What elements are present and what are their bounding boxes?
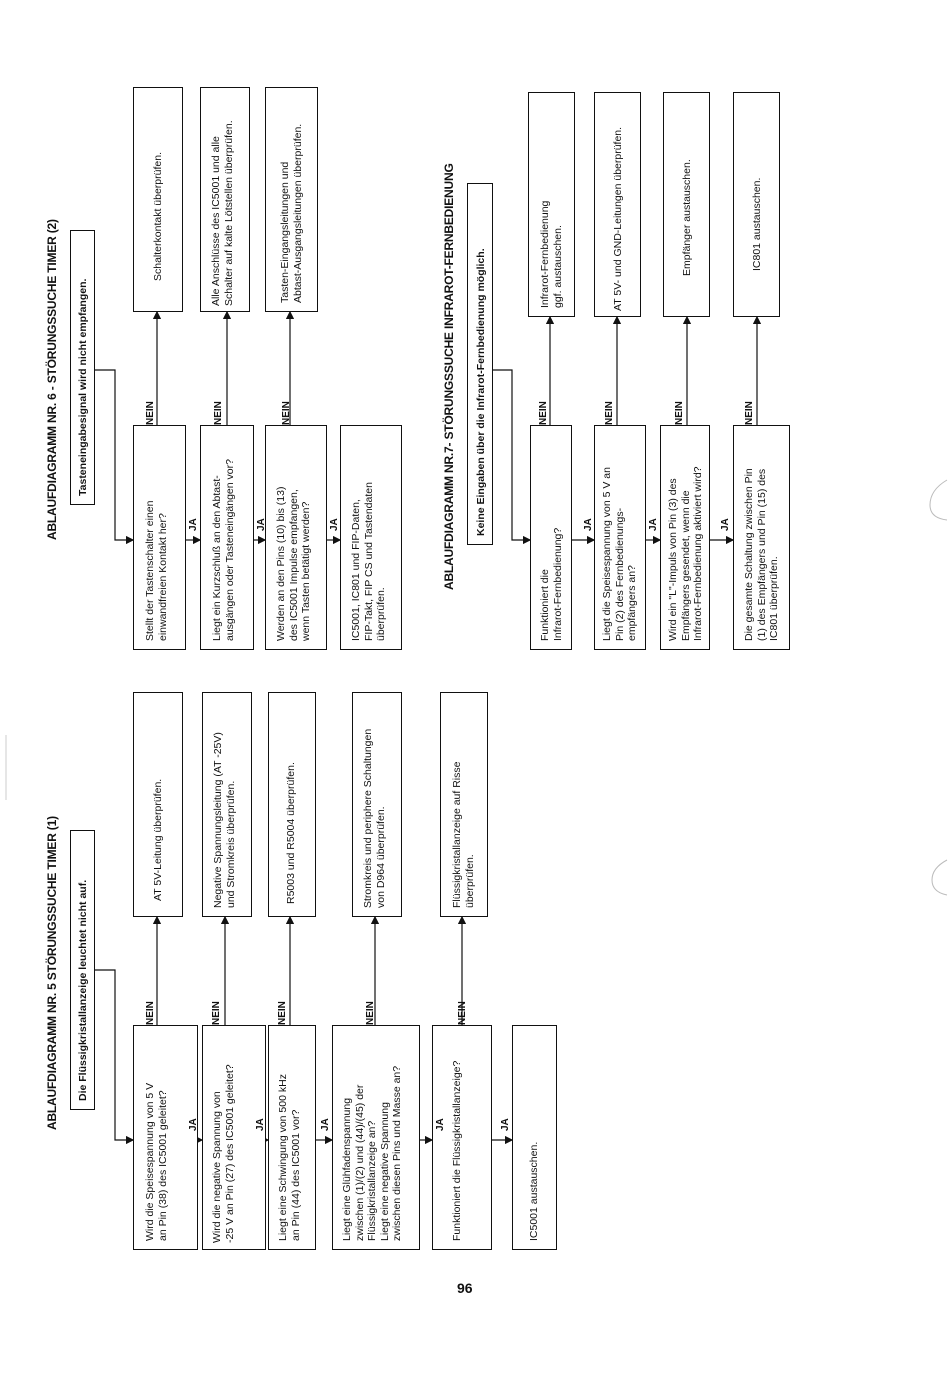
diagram-6-title: ABLAUFDIAGRAMM NR. 6 - STÖRUNGSSUCHE TIMER (2) [45,219,59,540]
d6-action-3 [265,87,318,312]
d7-action-2-text: AT 5V- und GND-Leitungen überprüfen. [612,126,624,311]
d7-no-label-2: NEIN [604,401,615,425]
d6-check-3 [265,425,327,650]
d6-final [340,425,402,650]
d5-action-3 [268,692,316,917]
d5-final-text: IC5001 austauschen. [528,1141,540,1241]
d5-yes-label-3: JA [320,1118,331,1131]
d6-action-1 [133,87,183,312]
diagram-6-header [70,230,95,505]
d7-action-3-text: Empfänger austauschen. [681,159,693,276]
d6-check-2-text: Liegt ein Kurzschluß an den Abtast- ausgängen oder Tasteneingängen vor? [211,459,236,641]
diagram-7-header-text: Keine Eingaben über die Infrarot-Fernbedienung möglich. [475,248,487,536]
d5-check-4-text: Liegt eine Glühfadenspannung zwischen (1)/(2) und (44)/(45) der Flüssigkristallanzeige an? Liegt eine negative Spannung zwischen diesen Pins und Masse an? [341,1065,403,1241]
d7-action-1-text: Infrarot-Fernbedienung ggf. austauschen. [539,200,564,308]
d5-action-5-text: Flüssigkristallanzeige auf Risse überprüfen. [451,761,476,908]
d6-no-label-3: NEIN [281,401,292,425]
d7-check-4-text: Die gesamte Schaltung zwischen Pin (1) des Empfängers und Pin (15) des IC801 überprüfen. [743,468,780,641]
d7-action-1 [528,92,575,317]
d6-final-text: IC5001, IC801 und FIP-Daten, FIP-Takt, FIP CS und Tastendaten überprüfen. [350,482,387,641]
d6-action-2 [200,87,250,312]
d7-no-label-4: NEIN [744,401,755,425]
d6-yes-label-1: JA [188,518,199,531]
d5-no-label-1: NEIN [145,1001,156,1025]
d5-yes-label-2: JA [255,1118,266,1131]
diagram-7-title: ABLAUFDIAGRAMM NR.7- STÖRUNGSSUCHE INFRAROT-FERNBEDIENUNG [442,163,456,590]
page-number: 96 [457,1280,473,1296]
d7-yes-label-3: JA [720,518,731,531]
d7-check-2-text: Liegt die Speisespannung von 5 V an Pin (2) des Fernbedienungs- empfängers an? [601,467,638,641]
d5-final [512,1025,557,1250]
d5-no-label-4: NEIN [365,1001,376,1025]
d5-check-2-text: Wird die negative Spannung von -25 V an Pin (27) des IC5001 geleitet? [211,1064,236,1243]
d5-check-1 [133,1025,198,1250]
d5-action-1 [133,692,183,917]
d7-action-2 [594,92,641,317]
d5-action-4 [352,692,402,917]
d5-check-3-text: Liegt eine Schwingung von 500 kHz an Pin (44) des IC5001 vor? [277,1074,302,1241]
d5-action-1-text: AT 5V-Leitung überprüfen. [152,778,164,901]
d5-no-label-3: NEIN [277,1001,288,1025]
d5-check-5 [432,1025,492,1250]
d5-action-3-text: R5003 und R5004 überprüfen. [285,762,297,904]
d5-yes-label-4: JA [435,1118,446,1131]
d6-no-label-1: NEIN [145,401,156,425]
d7-check-3 [660,425,710,650]
d5-action-4-text: Stromkreis und periphere Schaltungen von D964 überprüfen. [362,728,387,908]
diagram-5-header [70,830,95,1110]
d7-check-4 [733,425,790,650]
d6-action-1-text: Schalterkontakt überprüfen. [152,152,164,281]
d5-check-1-text: Wird die Speisespannung von 5 V an Pin (38) des IC5001 geleitet? [144,1082,169,1241]
d6-yes-label-3: JA [329,518,340,531]
d5-check-5-text: Funktioniert die Flüssigkristallanzeige? [451,1060,463,1241]
d5-yes-label-5: JA [500,1118,511,1131]
d5-action-2 [202,692,252,917]
d5-check-2 [202,1025,266,1250]
d6-yes-label-2: JA [256,518,267,531]
d6-action-3-text: Tasten-Eingangsleitungen und Abtast-Ausgangsleitungen überprüfen. [279,123,304,303]
d7-check-1-text: Funktioniert die Infrarot-Fernbedienung? [539,527,564,641]
d5-check-3 [268,1025,316,1250]
d7-no-label-3: NEIN [674,401,685,425]
d5-action-5 [440,692,488,917]
d7-yes-label-1: JA [583,518,594,531]
d7-check-2 [594,425,646,650]
d7-action-4 [733,92,780,317]
diagram-5-header-text: Die Flüssigkristallanzeige leuchtet nicht auf. [77,879,89,1101]
d7-check-1 [530,425,572,650]
d5-action-2-text: Negative Spannungsleitung (AT -25V) und Stromkreis überprüfen. [212,732,237,908]
d6-check-1 [133,425,186,650]
d7-action-3 [663,92,710,317]
d7-yes-label-2: JA [648,518,659,531]
diagram-7-header [467,183,493,545]
d6-action-2-text: Alle Anschlüsse des IC5001 und alle Schalter auf kalte Lötstellen überprüfen. [210,120,235,306]
d6-check-3-text: Werden an den Pins (10) bis (13) des IC5001 Impulse empfangen, wenn Tasten betätigt werden? [275,486,312,641]
diagram-6-header-text: Tasteneingabesignal wird nicht empfangen. [77,278,89,496]
d5-yes-label-1: JA [188,1118,199,1131]
diagram-5-title: ABLAUFDIAGRAMM NR. 5 STÖRUNGSSUCHE TIMER (1) [45,816,59,1130]
d5-no-label-5: NEIN [457,1001,468,1025]
d5-check-4 [332,1025,420,1250]
d7-check-3-text: Wird ein "L"-Impuls von Pin (3) des Empfängers gesendet, wenn die Infrarot-Fernbedienung aktiviert wird? [667,466,704,641]
d5-no-label-2: NEIN [211,1001,222,1025]
d6-check-1-text: Stellt der Tastenschalter einen einwandfreien Kontakt her? [144,500,169,641]
d6-no-label-2: NEIN [213,401,224,425]
d6-check-2 [200,425,254,650]
d7-action-4-text: IC801 austauschen. [751,177,763,271]
d7-no-label-1: NEIN [538,401,549,425]
